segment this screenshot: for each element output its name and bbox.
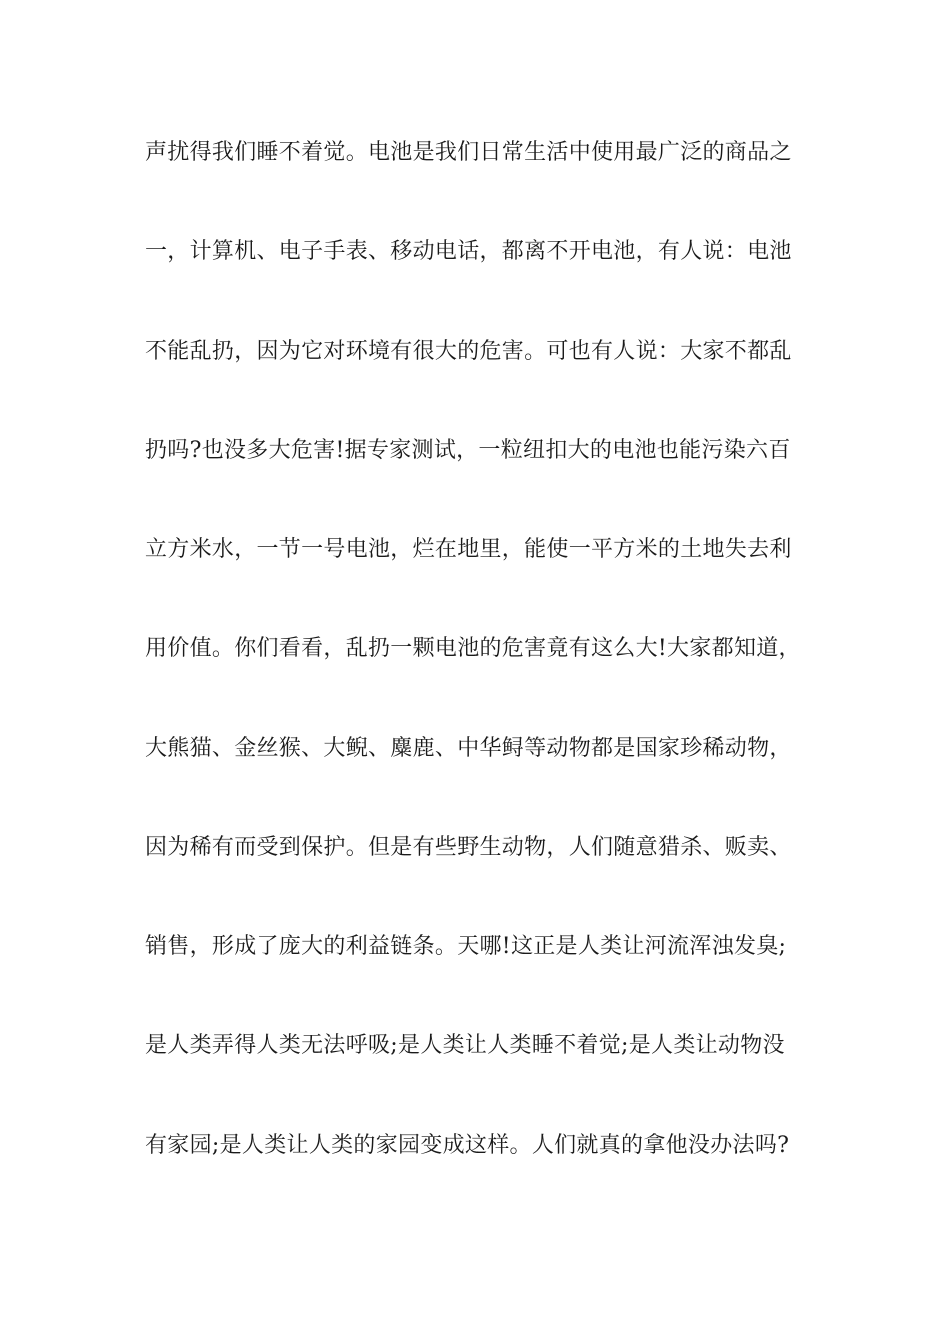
paragraph-line: 有家园;是人类让人类的家园变成这样。人们就真的拿他没办法吗? xyxy=(145,1133,790,1158)
paragraph-line: 声扰得我们睡不着觉。电池是我们日常生活中使用最广泛的商品之 xyxy=(145,140,792,165)
paragraph-line: 不能乱扔，因为它对环境有很大的危害。可也有人说：大家不都乱 xyxy=(145,339,792,364)
paragraph-line: 大熊猫、金丝猴、大鲵、麋鹿、中华鲟等动物都是国家珍稀动物， xyxy=(145,736,792,761)
paragraph-line: 用价值。你们看看，乱扔一颗电池的危害竟有这么大!大家都知道， xyxy=(145,636,801,661)
paragraph-line: 是人类弄得人类无法呼吸;是人类让人类睡不着觉;是人类让动物没 xyxy=(145,1033,785,1058)
paragraph-line: 一，计算机、电子手表、移动电话，都离不开电池，有人说：电池 xyxy=(145,239,792,264)
paragraph-line: 销售，形成了庞大的利益链条。天哪!这正是人类让河流浑浊发臭; xyxy=(145,934,787,959)
paragraph-line: 扔吗?也没多大危害!据专家测试，一粒纽扣大的电池也能污染六百 xyxy=(145,438,791,463)
paragraph-line: 立方米水，一节一号电池，烂在地里，能使一平方米的土地失去利 xyxy=(145,537,792,562)
paragraph-line: 因为稀有而受到保护。但是有些野生动物，人们随意猎杀、贩卖、 xyxy=(145,835,792,860)
